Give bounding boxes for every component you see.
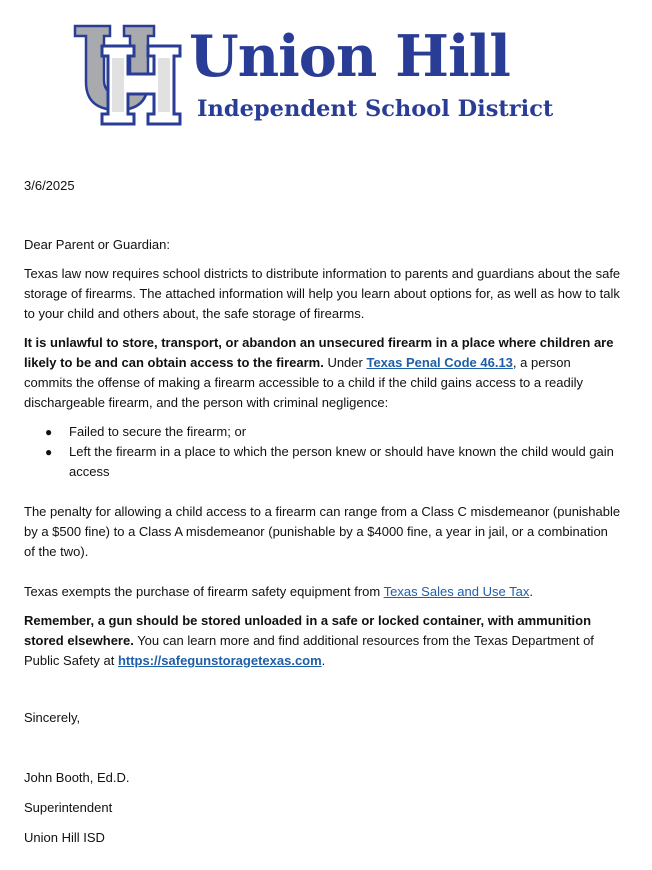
tax-text: Texas exempts the purchase of firearm safety equipment from (24, 584, 384, 599)
law-paragraph (24, 333, 622, 413)
salutation: Dear Parent or Guardian: (24, 237, 170, 252)
letterhead (72, 22, 572, 132)
law-lead-in: Under (323, 355, 367, 370)
district-name: Union Hill (189, 23, 510, 90)
list-item: ● Left the firearm in a place to which the person knew or should have known the child would gain access (24, 442, 622, 482)
law-bold-statement: It is unlawful to store, transport, or abandon an unsecured firearm in a place where children are likely to be and can obtain access to the firearm. (24, 335, 614, 370)
letter-body (24, 176, 622, 848)
sales-tax-link[interactable]: Texas Sales and Use Tax (383, 584, 530, 599)
signature-title: Superintendent (24, 800, 113, 815)
list-item: ● Failed to secure the firearm; or (24, 422, 622, 442)
closing: Sincerely, (24, 710, 81, 725)
signature-organization: Union Hill ISD (24, 830, 105, 845)
penalty-paragraph: The penalty for allowing a child access to a firearm can range from a Class C misdemeanor (punishable by a $500 fine) to a Class A misdemeanor (punishable by a $4000 fine, a year in jail, or a combination of the two). (24, 504, 621, 559)
reminder-end: . (321, 653, 326, 668)
tax-paragraph (24, 582, 622, 602)
letter-date: 3/6/2025 (24, 178, 75, 193)
intro-paragraph: Texas law now requires school districts to distribute information to parents and guardians about the safe storage of firearms. The attached information will help you learn about options for, as well as how to talk to your child and others about, the safe storage of firearms. (24, 266, 621, 321)
penal-code-link[interactable]: Texas Penal Code 46.13 (366, 355, 513, 370)
law-rest: , a person commits the offense of making a firearm accessible to a child if the child gains access to a readily dischargeable firearm, and the person with criminal negligence: (24, 355, 584, 410)
signature-name: John Booth, Ed.D. (24, 770, 130, 785)
reminder-text: You can learn more and find additional resources from the Texas Department of Public Safety at (24, 633, 594, 668)
district-subtitle: Independent School District (197, 96, 554, 122)
safe-storage-link[interactable]: https://safegunstoragetexas.com (117, 653, 322, 668)
conditions-list (24, 422, 622, 482)
union-hill-logo-icon (72, 22, 182, 127)
reminder-bold: Remember, a gun should be stored unloaded in a safe or locked container, with ammunition stored elsewhere. (24, 613, 592, 648)
reminder-paragraph (24, 611, 622, 671)
tax-end: . (529, 584, 533, 599)
